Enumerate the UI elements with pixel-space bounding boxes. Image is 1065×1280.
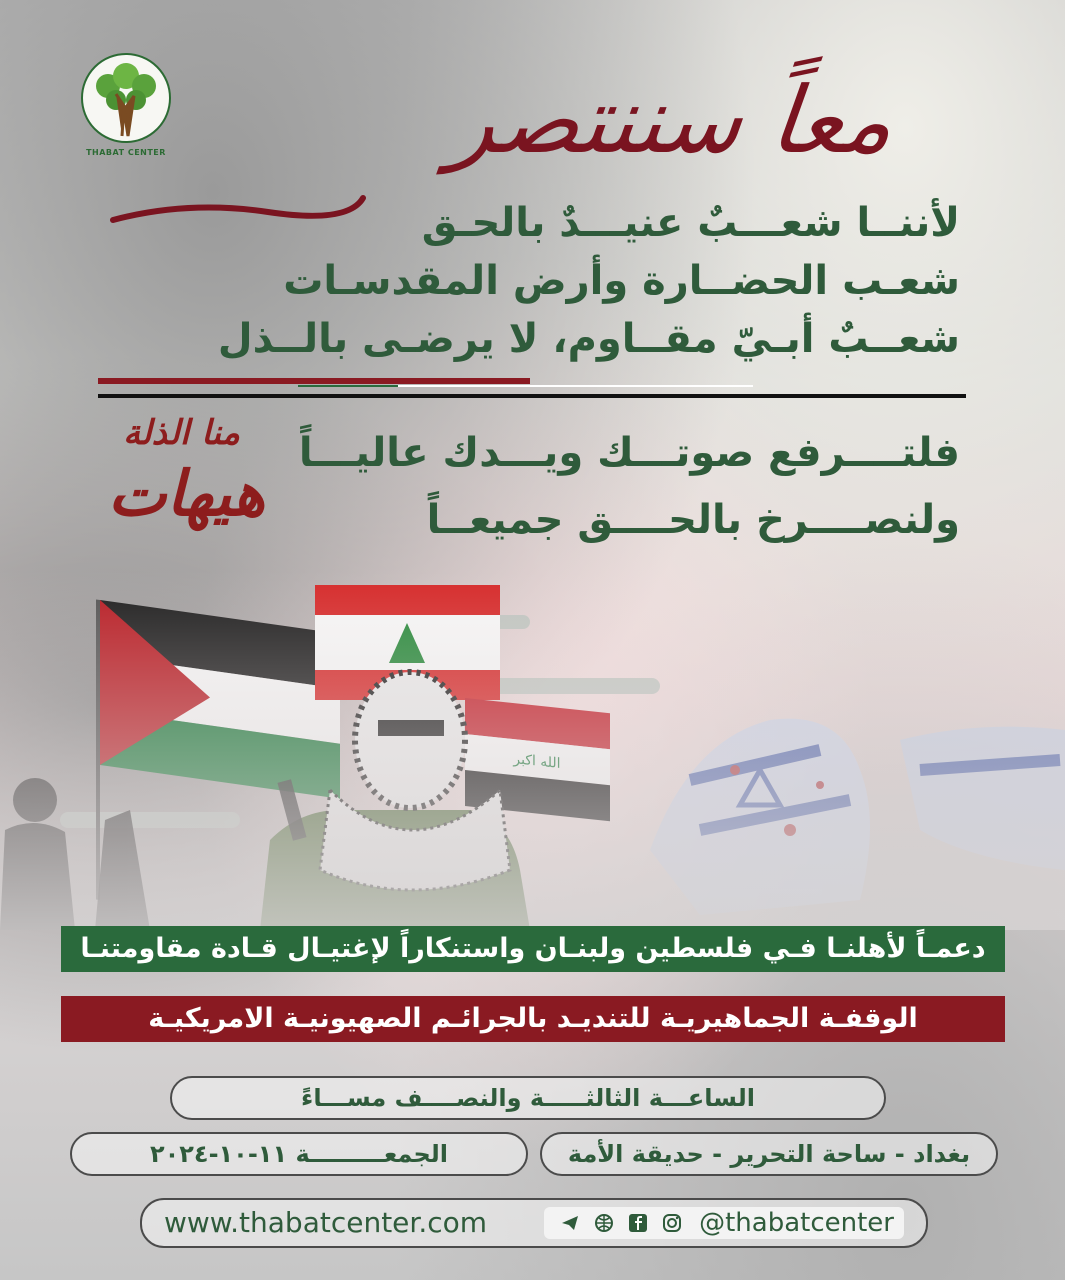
title-flourish	[108, 190, 368, 230]
event-location-pill: بغداد - ساحة التحرير - حديقة الأمة	[540, 1132, 998, 1176]
iraq-flag-divider	[98, 376, 966, 400]
protest-scene-illustration	[0, 570, 1065, 930]
poster-title: معاً سننتصر	[445, 67, 899, 174]
protest-banner: الوقفـة الجماهيريـة للتنديـد بالجرائـم الصهيونيـة الامريكيـة	[61, 996, 1005, 1042]
logo-caption: THABAT CENTER	[86, 148, 166, 157]
instagram-icon[interactable]	[662, 1213, 682, 1233]
intro-line-3: شعــبٌ أبـيّ مقــاوم، لا يرضـى بالــذل	[217, 316, 960, 362]
slogan-line-1: فلتــــرفع صوتـــك ويـــدك عاليـــاً	[298, 430, 960, 476]
footer-contact-bar	[140, 1198, 928, 1248]
thabat-center-logo	[78, 50, 174, 168]
social-handle-box	[544, 1207, 904, 1239]
event-time-pill: الساعـــة الثالثـــــة والنصــــف مســـاءً	[170, 1076, 886, 1120]
intro-line-2: شعـب الحضــارة وأرض المقدسـات	[283, 258, 960, 304]
support-banner: دعمـاً لأهلنـا فـي فلسطين ولبنـان واستنكاراً لإغتيـال قـادة مقاومتنـا	[61, 926, 1005, 972]
facebook-icon[interactable]	[628, 1213, 648, 1233]
website-link[interactable]: www.thabatcenter.com	[164, 1206, 488, 1239]
telegram-icon[interactable]	[560, 1213, 580, 1233]
stamp-top-text: منا الذلة	[123, 413, 240, 453]
social-handle[interactable]: @thabatcenter	[699, 1208, 894, 1238]
stamp-main-text: هيهات	[108, 457, 266, 530]
event-date-pill: الجمعـــــــــة ١١-١٠-٢٠٢٤	[70, 1132, 528, 1176]
hayhat-calligraphy	[100, 405, 266, 555]
intro-line-1: لأننــا شعـــبٌ عنيـــدٌ بالحـق	[421, 200, 960, 246]
tree-icon	[78, 50, 174, 150]
slogan-line-2: ولنصــــرخ بالحــــق جميعــاً	[426, 497, 960, 543]
globe-icon[interactable]	[594, 1213, 614, 1233]
